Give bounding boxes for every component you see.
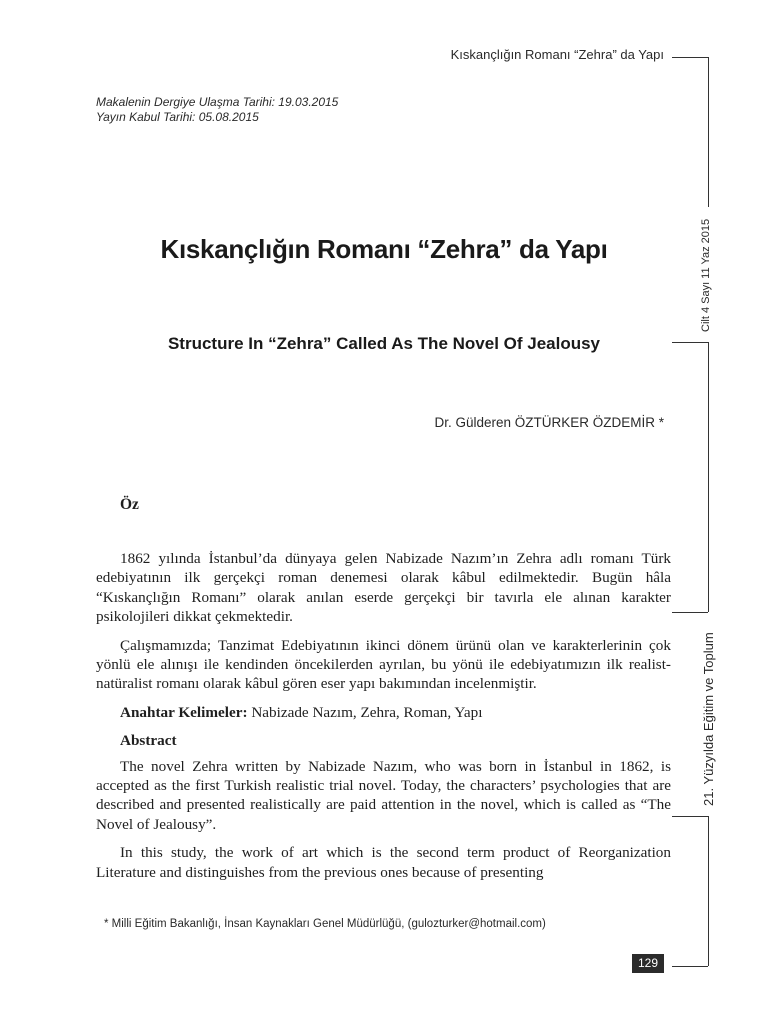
accepted-date: Yayın Kabul Tarihi: 05.08.2015 <box>96 110 259 124</box>
abstract-paragraph-1: The novel Zehra written by Nabizade Nazım, who was born in İstanbul in 1862, is accepted as the first Turkish realistic trial novel. Today, the characters’ psychologies that are described and presented realistically are paid attention in the novel, which is called as “The Novel of Jealousy”. <box>96 757 671 833</box>
margin-rule-lower <box>708 816 709 966</box>
side-issue-label: Cilt 4 Sayı 11 Yaz 2015 <box>700 218 712 332</box>
keywords-value: Nabizade Nazım, Zehra, Roman, Yapı <box>247 703 483 721</box>
page-number: 129 <box>632 954 664 973</box>
oz-paragraph-2: Çalışmamızda; Tanzimat Edebiyatının ikinci dönem ürünü olan ve karakterlerinin çok yönlü ele alınışı ile kendinden öncekilerden ayrılan, bu yönü ile edebiyatımızın ilk realist-natüralist romanı olarak kâbul gören eser yapı bakımından incelenmiştir. <box>96 636 671 693</box>
article-title: Kıskançlığın Romanı “Zehra” da Yapı <box>160 234 608 264</box>
oz-paragraph-1: 1862 yılında İstanbul’da dünyaya gelen Nabizade Nazım’ın Zehra adlı romanı Türk edebiyatının ilk gerçekçi roman denemesi olarak kâbul edilmektedir. Bugün hâla “Kıskançlığın Romanı” olarak anılan eserde gerçekçi bir tavırla ele alınan karakter psikolojileri dikkat çekmektedir. <box>96 550 671 626</box>
received-date: Makalenin Dergiye Ulaşma Tarihi: 19.03.2015 <box>96 95 339 109</box>
footnote: * Milli Eğitim Bakanlığı, İnsan Kaynakları Genel Müdürlüğü, (gulozturker@hotmail.com) <box>104 918 546 930</box>
keywords-line <box>96 703 671 722</box>
footer-rule <box>672 966 708 967</box>
header-rule <box>672 57 708 58</box>
article-dates <box>96 95 338 125</box>
side-journal-label: 21. Yüzyılda Eğitim ve Toplum <box>701 632 716 806</box>
margin-rule-top <box>708 57 709 207</box>
margin-rule-upper <box>708 342 709 612</box>
margin-tick-3 <box>672 816 708 817</box>
author-name: Dr. Gülderen ÖZTÜRKER ÖZDEMİR * <box>434 415 664 430</box>
running-header: Kıskançlığın Romanı “Zehra” da Yapı <box>450 47 664 62</box>
keywords-label: Anahtar Kelimeler: <box>120 703 248 721</box>
article-subtitle: Structure In “Zehra” Called As The Novel Of Jealousy <box>167 334 601 353</box>
abstract-heading: Abstract <box>120 732 177 750</box>
oz-section <box>96 549 671 891</box>
abstract-paragraph-2: In this study, the work of art which is the second term product of Reorganization Literature and distinguishes from the previous ones because of presenting <box>96 844 671 881</box>
oz-heading: Öz <box>120 496 139 513</box>
margin-tick-2 <box>672 612 708 613</box>
